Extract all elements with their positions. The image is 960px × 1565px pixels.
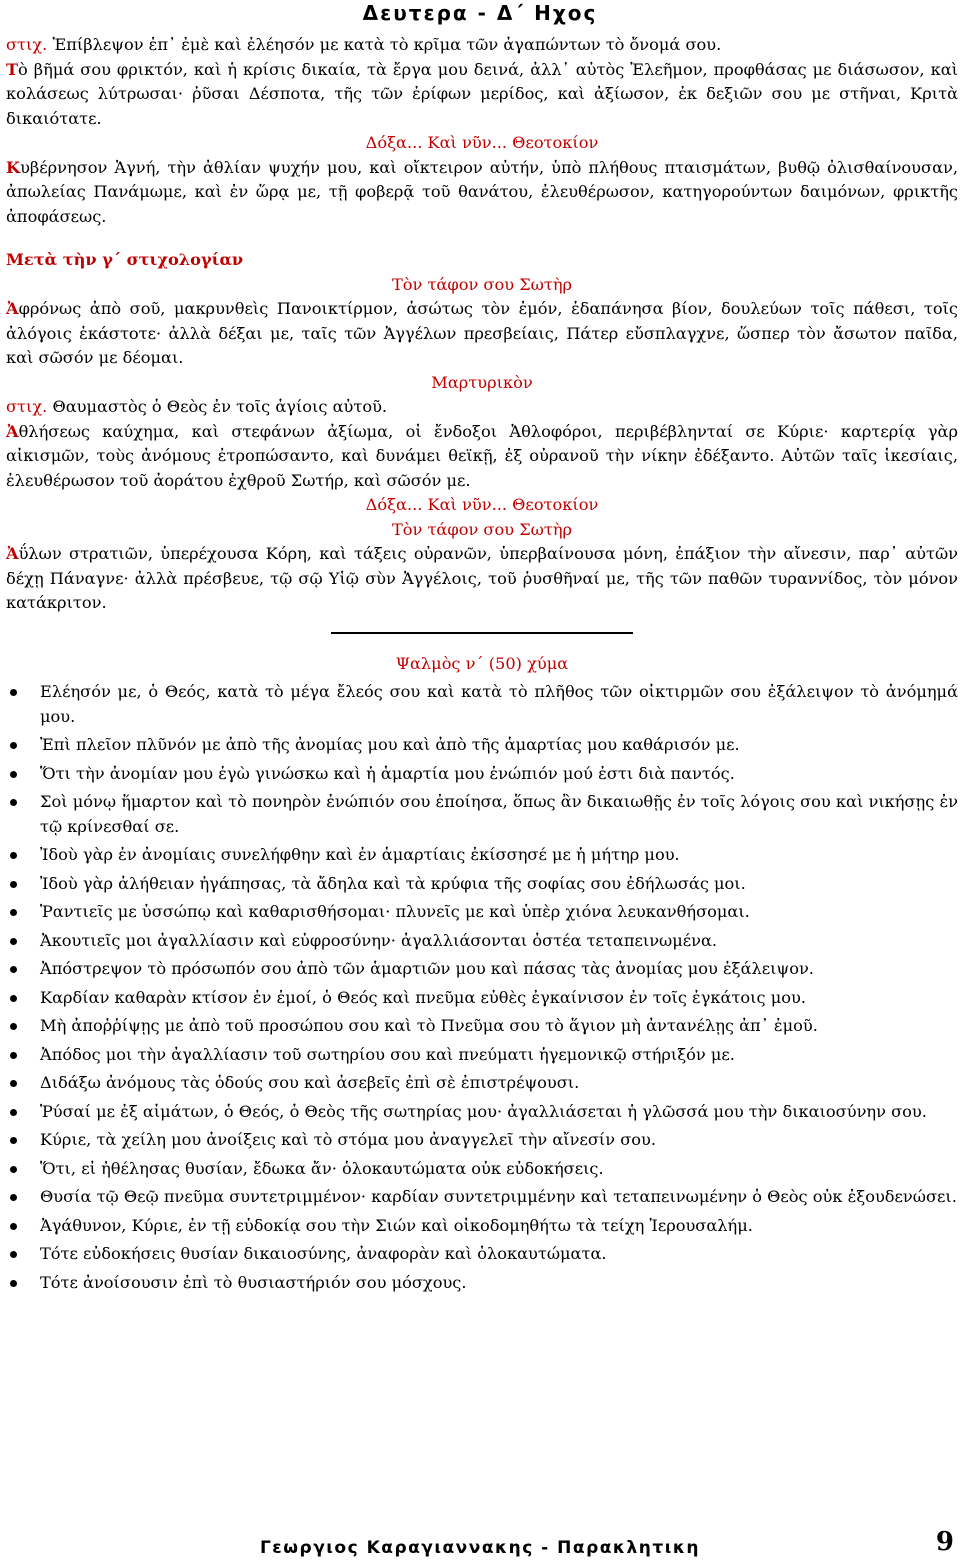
bullet-icon [10,1251,17,1258]
stichos-label: στιχ. [6,397,48,416]
theotokion-text: υβέρνησον Ἁγνή, τὴν ἀθλίαν ψυχήν μου, καὶ οἴκτειρον αὐτήν, ὑπὸ πλήθους πταισμάτων, βυθῷ ὀλισθαίνουσαν, ἀπωλείας Πανάμωμε, καὶ ἐν ὥρᾳ με, τῇ φοβερᾷ τοῦ θανάτου, ἐλευθέρωσον, κατηγορούντων δαιμόνων, φρικτῆς ἀποφάσεως. [6,157,958,226]
page-number: 9 [935,1527,954,1557]
melody-heading: Τὸν τάφον σου Σωτὴρ [391,274,573,294]
psalm-verse [6,929,958,954]
psalm-verse-text: Τότε ἀνοίσουσιν ἐπὶ τὸ θυσιαστήριόν σου μόσχους. [40,1272,467,1292]
psalm-verse [6,1185,958,1210]
bullet-icon [10,1023,17,1030]
stichos-1 [6,33,958,58]
psalm-verse [6,1043,958,1068]
melody-heading: Τὸν τάφον σου Σωτὴρ [391,519,573,539]
page-body [6,33,958,1299]
troparion-text: φρόνως ἀπὸ σοῦ, μακρυνθεὶς Πανοικτίρμον, ἀσώτως τὸν ἐμόν, ἐδαπάνησα βίον, δουλεύων τοῖς πάθεσι, τοῖς ἀλόγοις ἑκάστοτε· ἀλλὰ δέξαι με, ταῖς τῶν Ἀγγέλων πρεσβείαις, Πάτερ εὔσπλαγχνε, ὥσπερ τὸν ἄσωτον παῖδα, καὶ σῶσόν με δέομαι. [6,299,958,367]
bullet-icon [10,966,17,973]
psalm-verse [6,1157,958,1182]
bullet-icon [10,771,17,778]
doxa-heading: Δόξα... Καὶ νῦν... Θεοτοκίον [365,495,599,514]
martyrikon-body: θλήσεως καύχημα, καὶ στεφάνων ἀξίωμα, οἱ ἔνδοξοι Ἀθλοφόροι, περιβέβληνταί σε Κύριε· καρτερίᾳ γὰρ αἰκισμῶν, τοὺς ἀνόμους ἐτροπώσαντο, καὶ δυνάμει θεϊκῇ, ἐξ οὐρανοῦ τὴν νίκην ἐδέξαντο. Αὐτῶν ταῖς ἱκεσίαις, ἐλευθέρωσον τοῦ ἀοράτου ἐχθροῦ Σωτήρ, καὶ σῶσόν με. [6,421,958,490]
psalm-verse-text: Ἀκουτιεῖς μοι ἀγαλλίασιν καὶ εὐφροσύνην· ἀγαλλιάσονται ὀστέα τεταπεινωμένα. [40,930,718,950]
martyrikon-heading: Μαρτυρικὸν [431,372,533,392]
running-footer: Γεωργιος Καραγιαννακης - Παρακλητικη [259,1538,701,1558]
psalm-verse [6,1128,958,1153]
psalm-title: Ψαλμὸς ν΄ (50) χύμα [395,653,569,673]
bullet-icon [10,1223,17,1230]
martyrikon-text [6,420,958,494]
psalm-verse-text: Ἀπόδος μοι τὴν ἀγαλλίασιν τοῦ σωτηρίου σου καὶ πνεύματι ἡγεμονικῷ στήριξόν με. [40,1044,735,1064]
divider-rule [331,632,633,634]
bullet-icon [10,1137,17,1144]
psalm-verse-text: Τότε εὐδοκήσεις θυσίαν δικαιοσύνης, ἀναφορὰν καὶ ὁλοκαυτώματα. [40,1244,607,1263]
psalm-verse-text: Μὴ ἀποῤῥίψῃς με ἀπὸ τοῦ προσώπου σου καὶ τὸ Πνεῦμα σου τὸ ἅγιον μὴ ἀντανέλῃς ἀπ᾽ ἐμοῦ. [40,1016,818,1035]
theotokion-1 [6,156,958,230]
bullet-icon [10,1166,17,1173]
psalm-verse [6,680,958,729]
bullet-icon [10,689,17,696]
psalm-verse-text: Κύριε, τὰ χείλη μου ἀνοίξεις καὶ τὸ στόμα μου ἀναγγελεῖ τὴν αἴνεσίν σου. [40,1130,657,1149]
psalm-verse [6,1271,958,1296]
psalm-verse-list [6,680,958,1295]
psalm-verse-text: Ὅτι, εἰ ἠθέλησας θυσίαν, ἔδωκα ἄν· ὁλοκαυτώματα οὐκ εὐδοκήσεις. [40,1158,604,1178]
psalm-verse-text: Ἰδοὺ γὰρ ἀλήθειαν ἠγάπησας, τὰ ἄδηλα καὶ τὰ κρύφια τῆς σοφίας σου ἐδήλωσάς μοι. [40,873,746,893]
psalm-verse-text: Καρδίαν καθαρὰν κτίσον ἐν ἐμοί, ὁ Θεός καὶ πνεῦμα εὐθὲς ἐγκαίνισον ἐν τοῖς ἐγκάτοις μου. [40,987,806,1007]
psalm-verse [6,1214,958,1239]
psalm-verse-text: Ὅτι τὴν ἀνομίαν μου ἐγὼ γινώσκω καὶ ἡ ἁμαρτία μου ἐνώπιόν μού ἐστι διὰ παντός. [40,763,735,783]
psalm-verse [6,790,958,839]
psalm-verse-text: Ῥύσαί με ἐξ αἱμάτων, ὁ Θεός, ὁ Θεὸς τῆς σωτηρίας μου· ἀγαλλιάσεται ἡ γλῶσσά μου τὴν δικαιοσύνην σου. [40,1101,927,1121]
bullet-icon [10,1280,17,1287]
psalm-verse [6,843,958,868]
troparion-2 [6,297,958,371]
bullet-icon [10,1109,17,1116]
psalm-verse [6,1242,958,1267]
section-title: Μετὰ τὴν γ΄ στιχολογίαν [6,250,244,269]
stichos-text: Θαυμαστὸς ὁ Θεὸς ἐν τοῖς ἁγίοις αὐτοῦ. [47,397,388,416]
bullet-icon [10,742,17,749]
bullet-icon [10,852,17,859]
drop-initial: Ἀ [6,421,19,441]
psalm-verse-text: Ἰδοὺ γὰρ ἐν ἀνομίαις συνελήφθην καὶ ἐν ἁμαρτίαις ἐκίσσησέ με ἡ μήτηρ μου. [40,845,680,864]
psalm-verse-text: Σοὶ μόνῳ ἥμαρτον καὶ τὸ πονηρὸν ἐνώπιόν σου ἐποίησα, ὅπως ἂν δικαιωθῇς ἐν τοῖς λόγοις σου καὶ νικήσῃς ἐν τῷ κρίνεσθαί σε. [40,792,958,836]
psalm-verse-text: Ἀπόστρεψον τὸ πρόσωπόν σου ἀπὸ τῶν ἁμαρτιῶν μου καὶ πάσας τὰς ἀνομίας μου ἐξάλειψον. [40,959,814,978]
drop-initial: Τ [6,59,19,79]
stichos-text: Ἐπίβλεψον ἐπ᾽ ἐμὲ καὶ ἐλέησόν με κατὰ τὸ κρῖμα τῶν ἀγαπώντων τὸ ὄνομά σου. [47,35,722,54]
psalm-verse-text: Ελέησόν με, ὁ Θεός, κατὰ τὸ μέγα ἔλεός σου καὶ κατὰ τὸ πλῆθος τῶν οἰκτιρμῶν σου ἐξάλειψον τὸ ἀνόμημά μου. [40,682,958,726]
psalm-verse [6,1014,958,1039]
psalm-verse-text: Ῥαντιεῖς με ὑσσώπῳ καὶ καθαρισθήσομαι· πλυνεῖς με καὶ ὑπὲρ χιόνα λευκανθήσομαι. [40,902,750,921]
psalm-verse [6,900,958,925]
bullet-icon [10,1052,17,1059]
troparion-text: ὸ βῆμά σου φρικτόν, καὶ ἡ κρίσις δικαία, τὰ ἔργα μου δεινά, ἀλλ᾽ αὐτὸς Ἐλεῆμον, προφθάσας με διάσωσον, καὶ κολάσεως λύτρωσαι· ῥῦσαι Δέσποτα, τῆς τῶν ἐρίφων μερίδος, καὶ ἀξίωσον, ἐκ δεξιῶν σου με στῆναι, Κριτὰ δικαιότατε. [6,59,958,128]
drop-initial: Κ [6,157,21,177]
running-header: Δευτερα - Δ΄ Ηχος [362,1,598,25]
drop-initial: Ἀ [6,544,19,563]
psalm-verse [6,957,958,982]
bullet-icon [10,909,17,916]
bullet-icon [10,938,17,945]
theotokion-text: ΰλων στρατιῶν, ὑπερέχουσα Κόρη, καὶ τάξεις οὐρανῶν, ὑπερβαίνουσα μόνη, ἐπάξιον τὴν αἴνεσιν, παρ᾽ αὐτῶν δέχῃ Πάναγνε· ἀλλὰ πρέσβευε, τῷ σῷ Υἱῷ σὺν Ἀγγέλοις, τοῦ ῥυσθῆναί με, τῆς τῶν παθῶν τυραννίδος, τὸν μόνον κατάκριτον. [6,544,958,612]
psalm-verse [6,872,958,897]
bullet-icon [10,1080,17,1087]
bullet-icon [10,799,17,806]
psalm-verse-text: Ἐπὶ πλεῖον πλῦνόν με ἀπὸ τῆς ἀνομίας μου καὶ ἀπὸ τῆς ἁμαρτίας μου καθάρισόν με. [40,735,740,754]
psalm-verse-text: Διδάξω ἀνόμους τὰς ὁδούς σου καὶ ἀσεβεῖς ἐπὶ σὲ ἐπιστρέψουσι. [40,1073,580,1092]
bullet-icon [10,995,17,1002]
psalm-verse-text: Ἀγάθυνον, Κύριε, ἐν τῇ εὐδοκίᾳ σου τὴν Σιών καὶ οἰκοδομηθήτω τὰ τείχη Ἱερουσαλήμ. [40,1215,753,1235]
troparion-1 [6,58,958,132]
doxa-heading: Δόξα... Καὶ νῦν... Θεοτοκίον [365,133,599,152]
stichos-2 [6,395,958,420]
stichos-label: στιχ. [6,35,48,54]
theotokion-2 [6,542,958,616]
bullet-icon [10,1194,17,1201]
psalm-verse [6,733,958,758]
psalm-verse [6,762,958,787]
psalm-verse-text: Θυσία τῷ Θεῷ πνεῦμα συντετριμμένον· καρδίαν συντετριμμένην καὶ τεταπεινωμένην ὁ Θεὸς οὐκ ἐξουδενώσει. [40,1187,957,1206]
psalm-verse [6,986,958,1011]
drop-initial: Ἀ [6,299,19,318]
bullet-icon [10,881,17,888]
psalm-verse [6,1100,958,1125]
psalm-verse [6,1071,958,1096]
